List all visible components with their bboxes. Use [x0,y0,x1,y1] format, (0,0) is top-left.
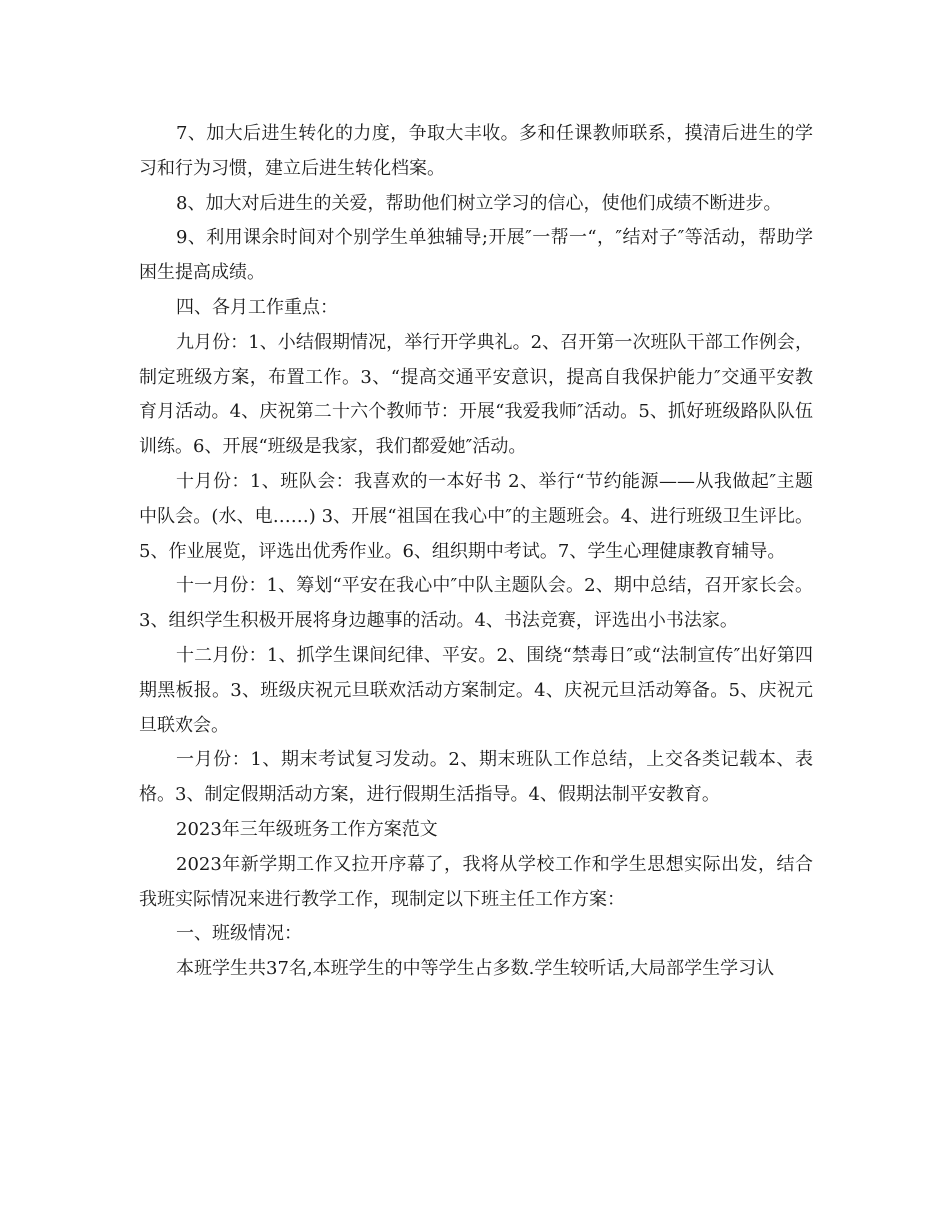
section-heading-class-situation: 一、班级情况： [176,923,302,945]
paragraph-september: 九月份：1、小结假期情况，举行开学典礼。2、召开第一次班队干部工作例会，制定班级方案，布置工作。3、“提高交通平安意识，提高自我保护能力″交通平安教育月活动。4、庆祝第二十六个教师节：开展“我爱我师″活动。5、抓好班级路队队伍训练。6、开展“班级是我家，我们都爱她″活动。 [139,331,813,458]
paragraph-class-situation: 本班学生共37名,本班学生的中等学生占多数.学生较听话,大局部学生学习认 [176,958,775,980]
paragraph-item-9: 9、利用课余时间对个别学生单独辅导;开展″一帮一“，″结对子″等活动，帮助学困生提高成绩。 [139,227,813,284]
paragraph-november: 十一月份：1、筹划“平安在我心中″中队主题队会。2、期中总结，召开家长会。3、组织学生积极开展将身边趣事的活动。4、书法竞赛，评选出小书法家。 [139,575,813,632]
paragraph-intro: 2023年新学期工作又拉开序幕了，我将从学校工作和学生思想实际出发，结合我班实际情况来进行教学工作，现制定以下班主任工作方案： [139,853,813,910]
document-body [139,117,813,987]
section-heading-monthly-focus: 四、各月工作重点： [176,296,338,318]
paragraph-item-8: 8、加大对后进生的关爱，帮助他们树立学习的信心，使他们成绩不断进步。 [176,192,782,214]
document-title: 2023年三年级班务工作方案范文 [176,818,438,840]
paragraph-december: 十二月份：1、抓学生课间纪律、平安。2、围绕“禁毒日″或“法制宣传″出好第四期黑板报。3、班级庆祝元旦联欢活动方案制定。4、庆祝元旦活动筹备。5、庆祝元旦联欢会。 [139,644,813,736]
paragraph-january: 一月份：1、期末考试复习发动。2、期末班队工作总结，上交各类记载本、表格。3、制定假期活动方案，进行假期生活指导。4、假期法制平安教育。 [139,749,813,806]
paragraph-item-7: 7、加大后进生转化的力度，争取大丰收。多和任课教师联系，摸清后进生的学习和行为习惯，建立后进生转化档案。 [139,123,813,179]
paragraph-october: 十月份：1、班队会：我喜欢的一本好书 2、举行“节约能源——从我做起″主题中队会。(水、电……) 3、开展“祖国在我心中″的主题班会。4、进行班级卫生评比。5、作业展览，评选出优秀作业。6、组织期中考试。7、学生心理健康教育辅导。 [139,470,813,562]
